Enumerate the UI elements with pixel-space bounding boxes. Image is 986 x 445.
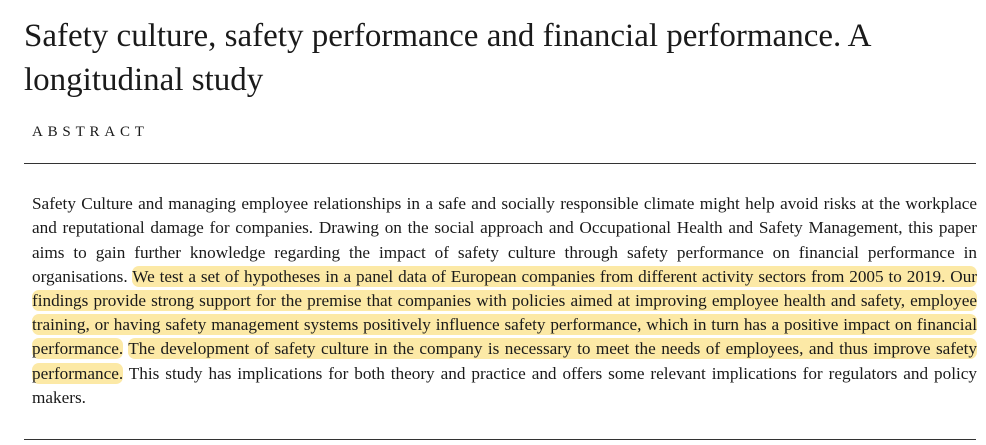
highlighted-text: The development of safety culture in the company is necessary to meet the needs of employees, and thus improve safety performance. [32, 339, 977, 383]
abstract-text-part: This study has implications for both theory and practice and offers some relevant implications for regulators and policy makers. [32, 363, 977, 407]
paper-title: Safety culture, safety performance and financial performance. A longitudinal study [24, 18, 870, 98]
abstract-text [32, 192, 977, 410]
abstract-heading: ABSTRACT [32, 124, 149, 140]
top-divider [24, 163, 976, 164]
bottom-divider [24, 439, 976, 440]
highlighted-text: We test a set of hypotheses in a panel data of European companies from different activity sectors from 2005 to 2019. Our findings provide strong support for the premise that companies with policies aimed at improving employee health and safety, employee training, or having safety management systems positively influence safety performance, which in turn has a positive impact on financial performance. [32, 266, 978, 359]
abstract-text-part: Safety Culture and managing employee relationships in a safe and socially responsible climate might help avoid risks at the workplace and reputational damage for companies. Drawing on the social approach and Occupational Health and Safety Management, this paper aims to gain further knowledge regarding the impact of safety culture through safety performance on financial performance in organisations. [32, 194, 977, 286]
